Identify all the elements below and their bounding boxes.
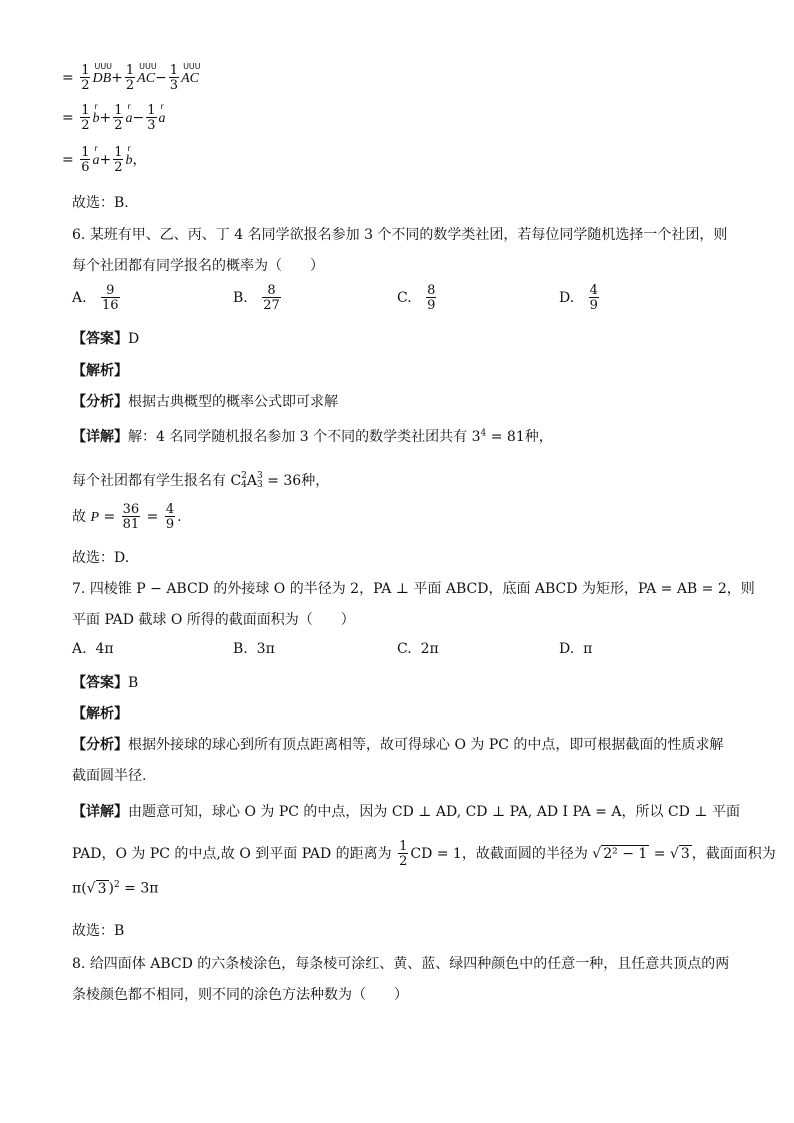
- fenxi-line-2: 截面圆半径.: [72, 768, 147, 784]
- xiangjie-line-1: 【详解】解：4 名同学随机报名参加 3 个不同的数学类社团共有 $3^4 = 81$种，: [72, 428, 553, 445]
- option-a: A. 4π: [72, 641, 114, 657]
- vector-a: r a: [158, 102, 166, 126]
- vector-b: r b: [92, 102, 100, 126]
- question-6-stem: 6. 某班有甲、乙、丙、丁 4 名同学欲报名参加 3 个不同的数学类社团，若每位同学随机选择一个社团，则: [72, 227, 728, 243]
- question-7-stem: 7. 四棱锥 P − ABCD 的外接球 O 的半径为 2，PA ⊥ 平面 ABCD，底面 ABCD 为矩形，PA = AB = 2，则: [72, 581, 755, 597]
- vector-db: UUU DB: [92, 62, 113, 86]
- fraction: $\frac{1}{2}$: [81, 103, 90, 133]
- question-7-stem-2: 平面 PAD 截球 O 所得的截面面积为（ ）: [72, 612, 355, 628]
- question-8-stem-2: 条棱颜色都不相同，则不同的涂色方法种数为（ ）: [72, 987, 408, 1003]
- vector-a: r a: [125, 102, 133, 126]
- choose-line: 故选：D.: [72, 550, 130, 566]
- fenxi-line: 【分析】根据外接球的球心到所有顶点距离相等，故可得球心 O 为 PC 的中点，即可根据截面的性质求解: [72, 737, 724, 753]
- fraction: $\frac{1}{2}$: [114, 103, 123, 133]
- derivation-line-1: = $\frac{1}{2}$ UUU DB+ $\frac{1}{2}$ UUU AC− $\frac{1}{3}$ UUU AC: [62, 62, 201, 93]
- xiangjie-line-2: 每个社团都有学生报名有 C 2 4 A 3 3 = 36种，: [72, 471, 330, 490]
- answer-line: 【答案】D: [72, 331, 140, 347]
- choose-line: 故选：B: [72, 923, 125, 939]
- vector-ac: UUU AC: [137, 62, 157, 86]
- choose-line: 故选：B.: [72, 195, 129, 211]
- option-c: C. $\frac{8}{9}$: [397, 283, 436, 313]
- option-d: D. $\frac{4}{9}$: [559, 283, 598, 313]
- option-d: D. π: [559, 641, 593, 657]
- analysis-heading: 【解析】: [72, 706, 128, 722]
- derivation-line-3: = $\frac{1}{6}$ r a+ $\frac{1}{2}$ r b，: [62, 144, 147, 175]
- vector-a: r a: [92, 144, 100, 168]
- option-b: B. $\frac{8}{27}$: [233, 283, 280, 313]
- xiangjie-line-3: 故 P = $\frac{36}{81}$ = $\frac{4}{9}$ .: [72, 502, 182, 532]
- analysis-heading: 【解析】: [72, 363, 128, 379]
- question-6-stem-2: 每个社团都有同学报名的概率为（ ）: [72, 258, 324, 274]
- xiangjie-line-3: π(√ 3 )$^2$ = 3π: [72, 880, 159, 897]
- vector-ac: UUU AC: [181, 62, 201, 86]
- option-a: A. $\frac{9}{16}$: [72, 283, 119, 313]
- fraction: $\frac{1}{3}$: [169, 63, 179, 93]
- option-c: C. 2π: [397, 641, 439, 657]
- fraction: $\frac{1}{3}$: [147, 103, 156, 133]
- question-8-stem: 8. 给四面体 ABCD 的六条棱涂色，每条棱可涂红、黄、蓝、绿四种颜色中的任意一种，且任意共顶点的两: [72, 956, 730, 972]
- xiangjie-line-1: 【详解】由题意可知，球心 O 为 PC 的中点，因为 CD ⊥ AD, CD ⊥ PA, AD I PA = A，所以 CD ⊥ 平面: [72, 804, 740, 820]
- fraction: $\frac{1}{2}$: [125, 63, 135, 93]
- fraction: $\frac{1}{2}$: [114, 145, 123, 175]
- answer-line: 【答案】B: [72, 675, 139, 691]
- fenxi-line: 【分析】根据古典概型的概率公式即可求解: [72, 394, 338, 410]
- option-b: B. 3π: [233, 641, 275, 657]
- fraction: $\frac{1}{6}$: [81, 145, 90, 175]
- fraction: $\frac{1}{2}$: [81, 63, 90, 93]
- derivation-line-2: = $\frac{1}{2}$ r b+ $\frac{1}{2}$ r a− $\frac{1}{3}$ r a: [62, 102, 166, 133]
- vector-b: r b: [125, 144, 133, 168]
- xiangjie-line-2: PAD，O 为 PC 的中点,故 O 到平面 PAD 的距离为 $\frac{1}{2}$ CD = 1，故截面圆的半径为 √ 2² − 1 = √ 3 ，截面面积为: [72, 839, 776, 869]
